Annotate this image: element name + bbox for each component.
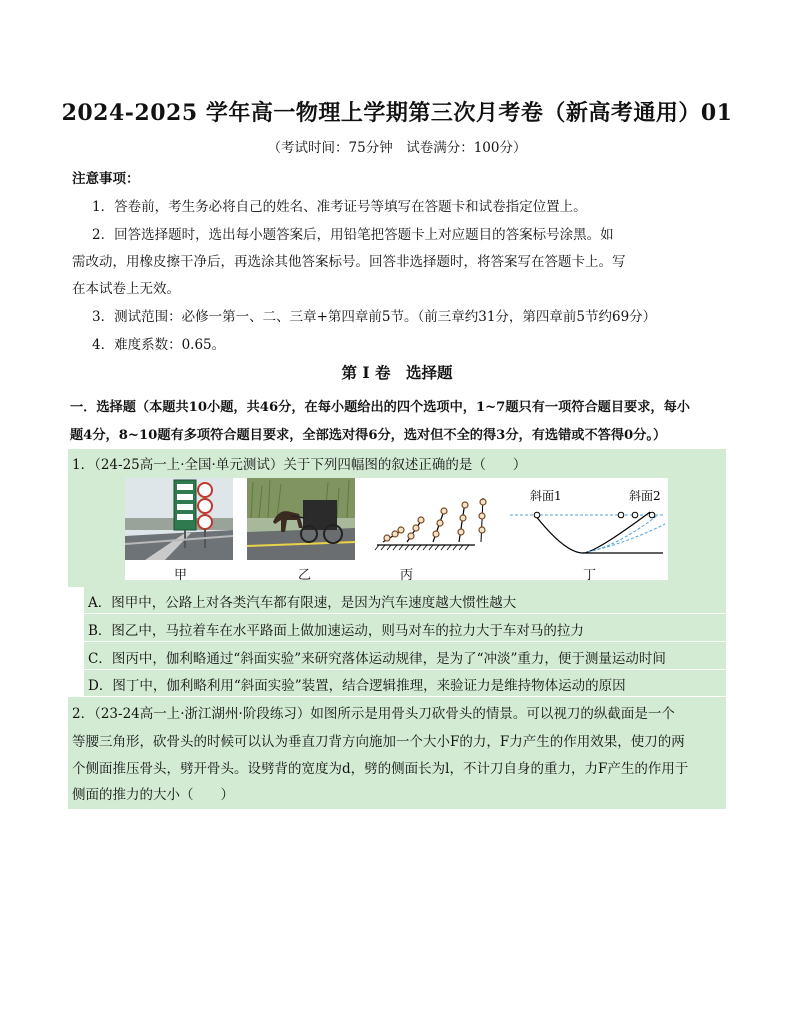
exam-title: 2024-2025 学年高一物理上学期第三次月考卷（新高考通用）01	[61, 100, 733, 126]
notice-item-2-line-3: 在本试卷上无效。	[72, 281, 180, 297]
notice-heading: 注意事项：	[72, 171, 140, 187]
figure-ding-two-slopes	[510, 488, 665, 553]
option-a[interactable]: A．图甲中，公路上对各类汽车都有限速，是因为汽车速度越大惯性越大	[88, 595, 517, 611]
option-c[interactable]: C．图丙中，伽利略通过“斜面实验”来研究落体运动规律，是为了“冲淡”重力，便于测量运动时间	[88, 651, 666, 667]
section-instruction-line-1: 一．选择题（本题共10小题，共46分，在每小题给出的四个选项中，1~7题只有一项符合题目要求，每小	[70, 400, 690, 415]
question-2-line-1: 2．（23-24高一上·浙江湖州·阶段练习）如图所示是用骨头刀砍骨头的情景。可以视刀的纵截面是一个	[72, 706, 675, 722]
option-b[interactable]: B．图乙中，马拉着车在水平路面上做加速运动，则马对车的拉力大于车对马的拉力	[88, 623, 584, 639]
question-2-line-3: 个侧面推压骨头，劈开骨头。设劈背的宽度为d，劈的侧面长为l，不计刀自身的重力，力F产生的作用于	[72, 761, 689, 777]
section-title: 第 I 卷 选择题	[341, 363, 453, 382]
section-instruction-line-2: 题4分，8~10题有多项符合题目要求，全部选对得6分，选对但不全的得3分，有选错或不答得0分。）	[70, 428, 667, 443]
notice-item-3: 3．测试范围：必修一第一、二、三章+第四章前5节。（前三章约31分，第四章前5节约69分）	[92, 309, 657, 325]
figure-bing-incline	[375, 498, 486, 550]
notice-item-2-line-2: 需改动，用橡皮擦干净后，再选涂其他答案标号。回答非选择题时，将答案写在答题卡上。写	[72, 254, 626, 270]
exam-subtitle: （考试时间：75分钟 试卷满分：100分）	[267, 140, 527, 156]
question-1-stem: 1．（24-25高一上·全国·单元测试）关于下列四幅图的叙述正确的是（ ）	[72, 457, 527, 473]
caption-bing: 丙	[400, 568, 414, 583]
caption-yi: 乙	[298, 568, 312, 583]
notice-item-1: 1．答卷前，考生务必将自己的姓名、准考证号等填写在答题卡和试卷指定位置上。	[92, 199, 587, 215]
caption-ding: 丁	[583, 568, 597, 583]
slope-1-label: 斜面1	[530, 489, 562, 503]
figure-jia-highway	[125, 478, 233, 560]
question-2-line-4: 侧面的推力的大小（ ）	[72, 787, 234, 803]
caption-jia: 甲	[174, 568, 188, 583]
slope-2-label: 斜面2	[629, 489, 661, 503]
figure-yi-carriage	[247, 478, 355, 560]
notice-item-4: 4．难度系数：0.65。	[92, 337, 226, 353]
question-2-line-2: 等腰三角形，砍骨头的时候可以认为垂直刀背方向施加一个大小F的力，F力产生的作用效果，使刀的两	[72, 734, 685, 750]
option-d[interactable]: D．图丁中，伽利略利用“斜面实验”装置，结合逻辑推理，来验证力是维持物体运动的原因	[88, 678, 626, 694]
notice-item-2-line-1: 2．回答选择题时，选出每小题答案后，用铅笔把答题卡上对应题目的答案标号涂黑。如	[92, 227, 614, 243]
